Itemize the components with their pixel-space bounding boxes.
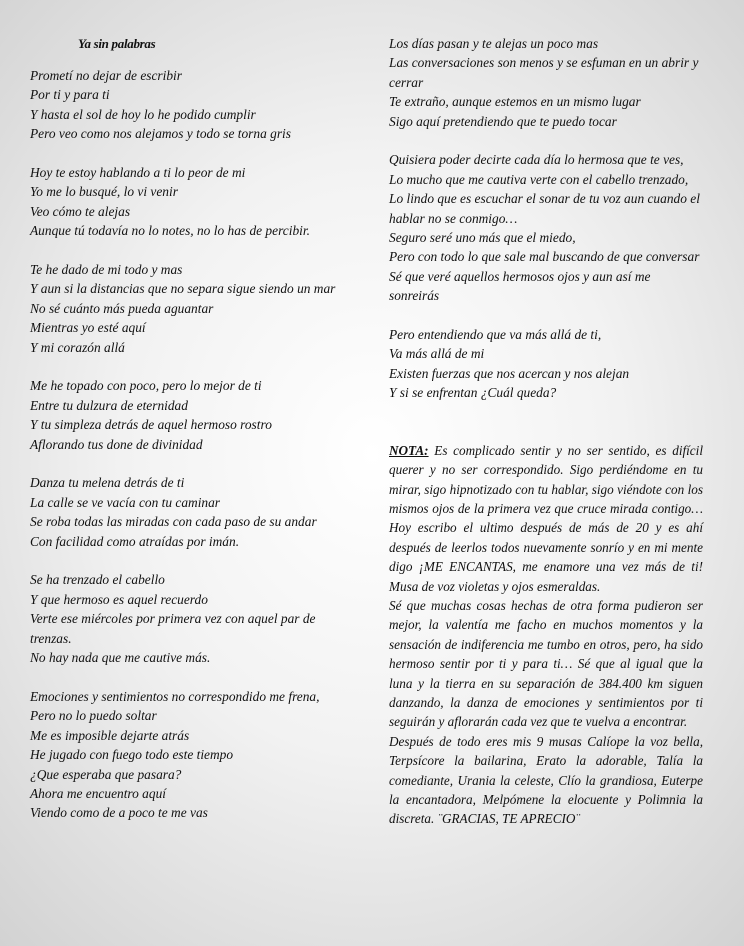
poem-line: Y mi corazón allá	[30, 339, 125, 355]
stanza	[30, 570, 348, 667]
note-label: NOTA:	[389, 442, 429, 458]
poem-line: Existen fuerzas que nos acercan y nos alejan	[389, 365, 630, 381]
poem-line: Y aun si la distancias que no separa sigue siendo un mar	[30, 281, 336, 297]
poem-line: Pero veo como nos alejamos y todo se torna gris	[30, 126, 291, 142]
left-stanzas	[30, 66, 348, 823]
poem-line: Y hasta el sol de hoy lo he podido cumplir	[30, 106, 256, 122]
poem-line: He jugado con fuego todo este tiempo	[30, 747, 234, 763]
poem-line: Danza tu melena detrás de ti	[30, 475, 185, 491]
poem-line: Quisiera poder decirte cada día lo hermosa que te ves,	[389, 152, 684, 168]
poem-line: No sé cuánto más pueda aguantar	[30, 300, 214, 316]
poem-line: Lo lindo que es escuchar el sonar de tu voz aun cuando el hablar no se conmigo…	[389, 191, 700, 226]
poem-line: Seguro seré uno más que el miedo,	[389, 230, 576, 246]
stanza	[389, 325, 703, 403]
note-paragraph-1	[389, 441, 703, 596]
note-paragraph-2: Sé que muchas cosas hechas de otra forma pudieron ser mejor, la valentía me facho en muchos momentos y la sensación de indiferencia me tumbo en otros, pero, ha sido hermoso sentir por ti y para ti… Sé que al igual que la luna y la tierra en su separación de 384.400 km siguen danzando, la danza de emociones y sentimientos por ti seguirán y aflorarán cada vez que te vuelva a encontrar.	[389, 597, 703, 730]
poem-line: Se roba todas las miradas con cada paso de su andar	[30, 514, 317, 530]
poem-title: Ya sin palabras	[78, 36, 156, 51]
poem-line: Y si se enfrentan ¿Cuál queda?	[389, 385, 557, 401]
stanza	[389, 34, 703, 131]
poem-line: ¿Que esperaba que pasara?	[30, 766, 182, 782]
note-intro: Es complicado sentir y no ser sentido, es difícil querer y no ser correspondido. Sigo perdiéndome en tu mirar, sigo hipnotizado con tu hablar, sigo viéndote con los mismos ojos de la primera vez que cruce mirada contigo… Hoy escribo el ultimo después de más de 20 y es ahí después de leerlos todos nuevamente sonrío y en mi mente digo ¡ME ENCANTAS, me enamore una vez más de ti! Musa de voz violetas y ojos esmeraldas.	[389, 442, 703, 594]
poem-line: La calle se ve vacía con tu caminar	[30, 494, 221, 510]
poem-line: Pero con todo lo que sale mal buscando de que conversar	[389, 249, 700, 265]
poem-line: Hoy te estoy hablando a ti lo peor de mi	[30, 165, 246, 181]
poem-line: Con facilidad como atraídas por imán.	[30, 533, 240, 549]
poem-line: Entre tu dulzura de eternidad	[30, 397, 188, 413]
poem-line: Se ha trenzado el cabello	[30, 572, 165, 588]
poem-line: Prometí no dejar de escribir	[30, 68, 182, 83]
note-paragraph-3: Después de todo eres mis 9 musas Calíope la voz bella, Terpsícore la bailarina, Erato la adorable, Talía la comediante, Urania la celeste, Clío la grandiosa, Euterpe la encantadora, Melpómene la elocuente y Polimnia la discreta. ¨GRACIAS, TE APRECIO¨	[389, 733, 703, 827]
stanza	[389, 150, 703, 305]
poem-line: Aflorando tus done de divinidad	[30, 436, 203, 452]
stanza	[30, 66, 348, 144]
poem-line: Va más allá de mi	[389, 346, 485, 362]
poem-line: Los días pasan y te alejas un poco mas	[389, 36, 599, 51]
poem-line: Viendo como de a poco te me vas	[30, 805, 208, 821]
poem-line: Me es imposible dejarte atrás	[30, 727, 190, 743]
poem-line: Sigo aquí pretendiendo que te puedo tocar	[389, 113, 617, 129]
poem-line: Aunque tú todavía no lo notes, no lo has de percibir.	[30, 223, 310, 239]
poem-line: Y tu simpleza detrás de aquel hermoso rostro	[30, 417, 272, 433]
poem-line: Me he topado con poco, pero lo mejor de ti	[30, 378, 262, 394]
poem-line: Te extraño, aunque estemos en un mismo lugar	[389, 94, 641, 110]
poem-line: Y que hermoso es aquel recuerdo	[30, 591, 208, 607]
note-section	[389, 441, 703, 829]
poem-line: Ahora me encuentro aquí	[30, 785, 166, 801]
poem-line: Sé que veré aquellos hermosos ojos y aun así me sonreirás	[389, 268, 651, 304]
poem-line: Lo mucho que me cautiva verte con el cabello trenzado,	[389, 171, 689, 187]
stanza	[30, 376, 348, 454]
right-stanzas	[389, 34, 703, 403]
stanza	[30, 473, 348, 551]
right-column	[389, 34, 703, 829]
left-column	[30, 34, 348, 842]
poem-line: Pero no lo puedo soltar	[30, 708, 157, 724]
stanza	[30, 163, 348, 241]
poem-line: Yo me lo busqué, lo vi venir	[30, 184, 178, 200]
poem-line: Pero entendiendo que va más allá de ti,	[389, 327, 602, 343]
poem-line: Veo cómo te alejas	[30, 203, 131, 219]
poem-line: Verte ese miércoles por primera vez con aquel par de trenzas.	[30, 611, 316, 646]
stanza	[30, 687, 348, 823]
poem-line: Las conversaciones son menos y se esfuman en un abrir y cerrar	[389, 55, 699, 90]
poem-line: Emociones y sentimientos no correspondido me frena,	[30, 688, 320, 704]
poem-line: Mientras yo esté aquí	[30, 320, 146, 336]
poem-line: No hay nada que me cautive más.	[30, 650, 211, 666]
poem-line: Por ti y para ti	[30, 87, 110, 103]
stanza	[30, 260, 348, 357]
poem-line: Te he dado de mi todo y mas	[30, 262, 183, 278]
